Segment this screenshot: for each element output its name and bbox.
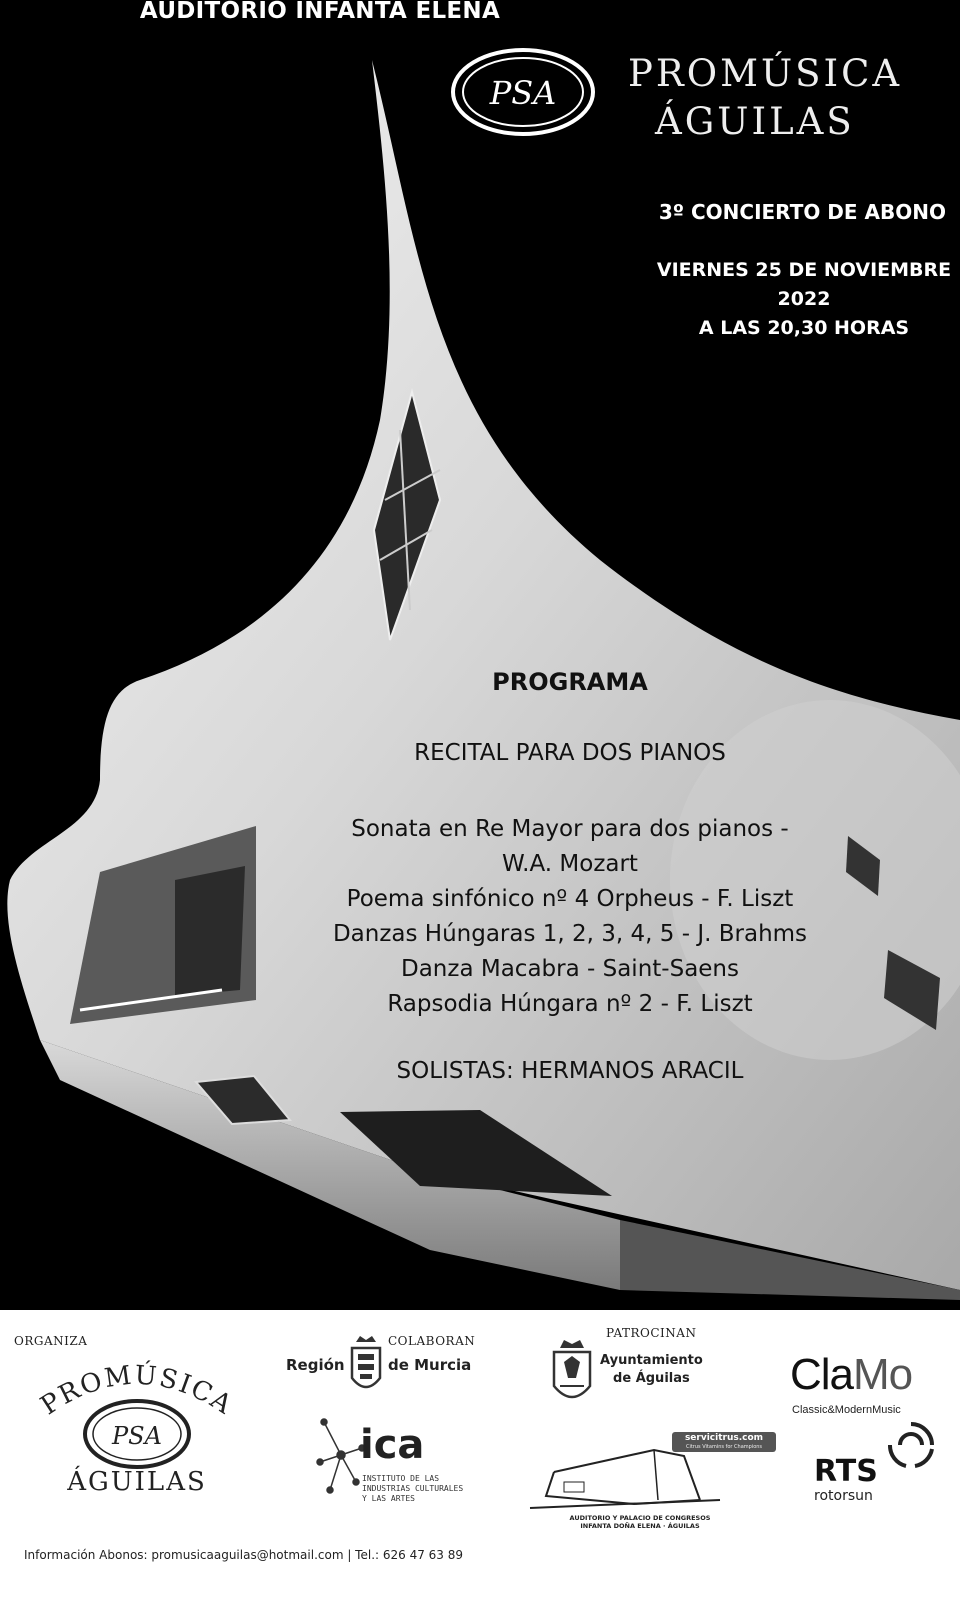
concert-number: 3º CONCIERTO DE ABONO (658, 200, 946, 224)
patrocinan-label: PATROCINAN (606, 1326, 697, 1340)
servicitrus-name: servicitrus.com (684, 1433, 764, 1443)
event-date: VIERNES 25 DE NOVIEMBRE (656, 259, 952, 281)
organizer-line1: PROMÚSICA (35, 1360, 239, 1422)
auditorio-caption (540, 1514, 740, 1530)
program-work: Sonata en Re Mayor para dos pianos - (351, 816, 789, 842)
event-year: 2022 (777, 288, 831, 310)
soloists: SOLISTAS: HERMANOS ARACIL (396, 1058, 744, 1084)
aguilas-crest-icon (548, 1338, 596, 1410)
ica-line2: INDUSTRIAS CULTURALES (362, 1484, 464, 1493)
organizer-monogram: PSA (112, 1422, 162, 1450)
ica-caption (362, 1474, 463, 1504)
program-work: Poema sinfónico nº 4 Orpheus - F. Liszt (346, 886, 794, 912)
servicitrus-tagline: Citrus Vitamins for Champions (685, 1444, 763, 1450)
logo-monogram: PSA (489, 74, 557, 112)
program-subtitle: RECITAL PARA DOS PIANOS (414, 740, 726, 766)
organizer-logo (20, 1350, 255, 1500)
auditorio-line1: AUDITORIO Y PALACIO DE CONGRESOS (569, 1514, 711, 1522)
brand-line2: ÁGUILAS (655, 100, 855, 143)
subscription-info: Información Abonos: promusicaaguilas@hotmail.com | Tel.: 626 47 63 89 (24, 1548, 464, 1562)
ica-line1: INSTITUTO DE LAS (362, 1474, 440, 1483)
region-label-left: Región (286, 1356, 345, 1374)
svg-text:PROMÚSICA (36, 1359, 239, 1422)
clamo-name-b: Mo (853, 1350, 913, 1399)
region-murcia-crest-icon (346, 1334, 386, 1404)
ayuntamiento-text (600, 1352, 703, 1388)
date-block (654, 256, 954, 343)
program-work: Danzas Húngaras 1, 2, 3, 4, 5 - J. Brahms (332, 921, 808, 947)
clamo-tagline: Classic&ModernMusic (792, 1404, 901, 1416)
colaboran-label: COLABORAN (388, 1334, 476, 1348)
brand-line1: PROMÚSICA (628, 52, 903, 95)
program-works (300, 812, 840, 1022)
organiza-label: ORGANIZA (14, 1334, 88, 1348)
program-work: Rapsodia Húngara nº 2 - F. Liszt (387, 991, 753, 1017)
event-time: A LAS 20,30 HORAS (698, 317, 910, 339)
promusica-logo (448, 44, 598, 140)
ica-name: ica (360, 1422, 425, 1468)
rts-name: RTS (814, 1454, 878, 1489)
clamo-logo (790, 1350, 912, 1400)
ayuntamiento-line2: de Águilas (613, 1371, 690, 1386)
rts-sub: rotorsun (814, 1488, 873, 1504)
auditorio-line2: INFANTA DOÑA ELENA · ÁGUILAS (580, 1522, 700, 1530)
rts-rotor-icon (884, 1418, 938, 1472)
organizer-line2: ÁGUILAS (67, 1467, 207, 1497)
program-work: Danza Macabra - Saint-Saens (401, 956, 739, 982)
ayuntamiento-line1: Ayuntamiento (600, 1353, 703, 1368)
program-work: W.A. Mozart (502, 851, 638, 877)
program-title: PROGRAMA (492, 668, 648, 696)
ica-network-icon (316, 1410, 366, 1500)
ica-line3: Y LAS ARTES (362, 1494, 415, 1503)
venue-name: AUDITORIO INFANTA ELENA (139, 0, 501, 24)
region-label-right: de Murcia (388, 1356, 472, 1374)
clamo-name-a: Cla (790, 1350, 854, 1399)
auditorio-drawing (524, 1442, 724, 1514)
